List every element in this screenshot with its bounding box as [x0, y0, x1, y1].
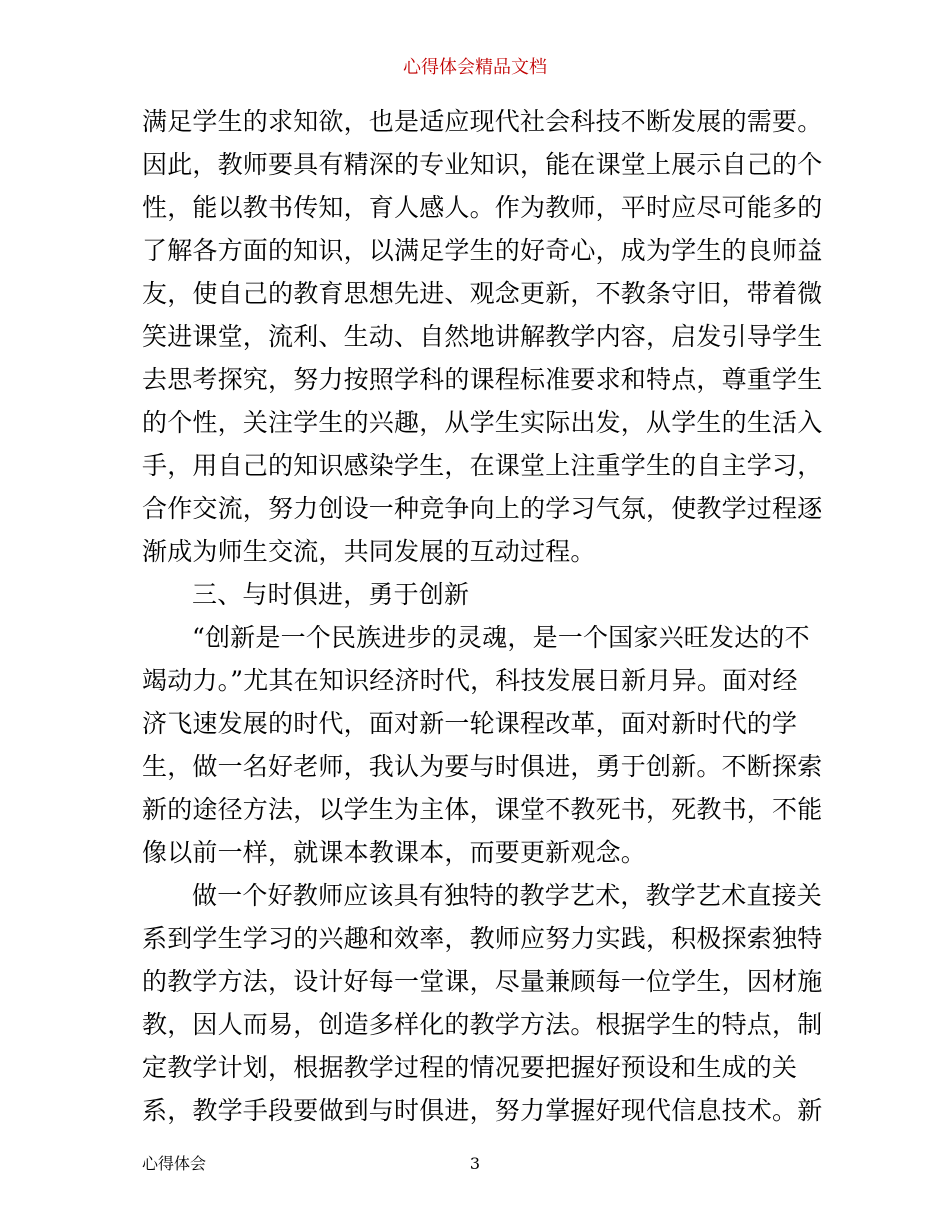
body-line: 手，用自己的知识感染学生，在课堂上注重学生的自主学习，: [142, 451, 823, 480]
body-line: 系，教学手段要做到与时俱进，努力掌握好现代信息技术。新: [142, 1096, 823, 1125]
body-line: 新的途径方法，以学生为主体，课堂不教死书，死教书，不能: [142, 795, 823, 824]
page-number: 3: [469, 1154, 481, 1173]
body-line: 的个性，关注学生的兴趣，从学生实际出发，从学生的生活入: [142, 408, 823, 437]
body-line: “创新是一个民族进步的灵魂，是一个国家兴旺发达的不: [192, 623, 810, 652]
page-header-title: 心得体会精品文档: [403, 57, 547, 78]
body-line: 了解各方面的知识，以满足学生的好奇心，成为学生的良师益: [142, 236, 823, 265]
body-line: 竭动力。”尤其在知识经济时代，科技发展日新月异。面对经: [142, 666, 798, 695]
body-line: 生，做一名好老师，我认为要与时俱进，勇于创新。不断探索: [142, 752, 823, 781]
body-line: 定教学计划，根据教学过程的情况要把握好预设和生成的关: [142, 1053, 798, 1082]
body-line: 的教学方法，设计好每一堂课，尽量兼顾每一位学生，因材施: [142, 967, 823, 996]
section-heading: 三、与时俱进，勇于创新: [192, 580, 470, 609]
body-line: 性，能以教书传知，育人感人。作为教师，平时应尽可能多的: [142, 193, 823, 222]
footer-label: 心得体会: [142, 1154, 207, 1173]
body-line: 笑进课堂，流利、生动、自然地讲解教学内容，启发引导学生: [142, 322, 823, 351]
body-line: 渐成为师生交流，共同发展的互动过程。: [142, 537, 596, 566]
body-line: 去思考探究，努力按照学科的课程标准要求和特点，尊重学生: [142, 365, 823, 394]
body-line: 做一个好教师应该具有独特的教学艺术，教学艺术直接关: [192, 881, 823, 910]
body-line: 教，因人而易，创造多样化的教学方法。根据学生的特点，制: [142, 1010, 823, 1039]
body-line: 像以前一样，就课本教课本，而要更新观念。: [142, 838, 647, 867]
body-line: 满足学生的求知欲，也是适应现代社会科技不断发展的需要。: [142, 107, 823, 136]
body-line: 友，使自己的教育思想先进、观念更新，不教条守旧，带着微: [142, 279, 823, 308]
body-line: 合作交流，努力创设一种竞争向上的学习气氛，使教学过程逐: [142, 494, 823, 523]
body-line: 系到学生学习的兴趣和效率，教师应努力实践，积极探索独特: [142, 924, 823, 953]
body-line: 因此，教师要具有精深的专业知识，能在课堂上展示自己的个: [142, 150, 823, 179]
body-line: 济飞速发展的时代，面对新一轮课程改革，面对新时代的学: [142, 709, 798, 738]
